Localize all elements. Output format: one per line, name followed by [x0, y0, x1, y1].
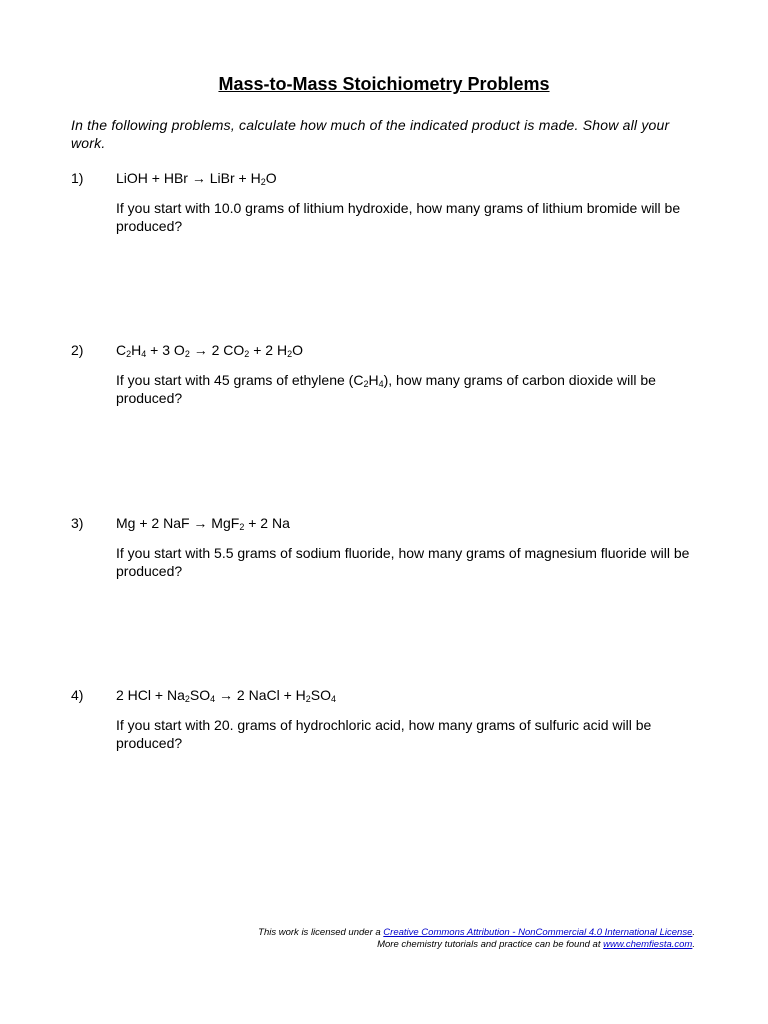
license-link[interactable]: Creative Commons Attribution - NonCommercial 4.0 International License — [383, 927, 693, 938]
chemical-equation: Mg + 2 NaF → MgF$_2$ + 2 Na — [116, 515, 290, 532]
problem-number: 2) — [71, 342, 84, 358]
problem-question: If you start with 20. grams of hydrochloric acid, how many grams of sulfuric acid will be produced? — [116, 717, 652, 751]
chemical-equation: 2 HCl + $Na_2SO_4 \to 2$ NaCl + $H_2SO_4$ — [116, 687, 337, 704]
problem-question: If you start with 10.0 grams of lithium hydroxide, how many grams of lithium bromide will be produced? — [116, 200, 681, 234]
chemical-equation: LiOH + HBr → LiBr + $H_2O$ — [116, 170, 277, 187]
problem-question: If you start with 5.5 grams of sodium fluoride, how many grams of magnesium fluoride will be produced? — [116, 545, 690, 579]
problem-number: 4) — [71, 687, 84, 703]
license-line: This work is licensed under a Creative Commons Attribution - NonCommercial 4.0 International License. — [258, 927, 695, 938]
problem-number: 1) — [71, 170, 84, 186]
problem-number: 3) — [71, 515, 84, 531]
page-title: Mass-to-Mass Stoichiometry Problems — [218, 74, 550, 94]
problem-question: If you start with 45 grams of ethylene $(C_2H_4)$, how many grams of carbon dioxide will be produced? — [116, 372, 656, 406]
chemical-equation: $C_2H_4 + 3$ $O_2 \to 2$ $CO_2 + 2$ $H_2O$ — [116, 342, 303, 359]
license-footer — [200, 927, 695, 951]
site-link[interactable]: www.chemfiesta.com — [603, 939, 693, 950]
instructions: In the following problems, calculate how much of the indicated product is made. Show all your work. — [71, 117, 670, 151]
site-line: More chemistry tutorials and practice can be found at www.chemfiesta.com. — [377, 939, 695, 950]
